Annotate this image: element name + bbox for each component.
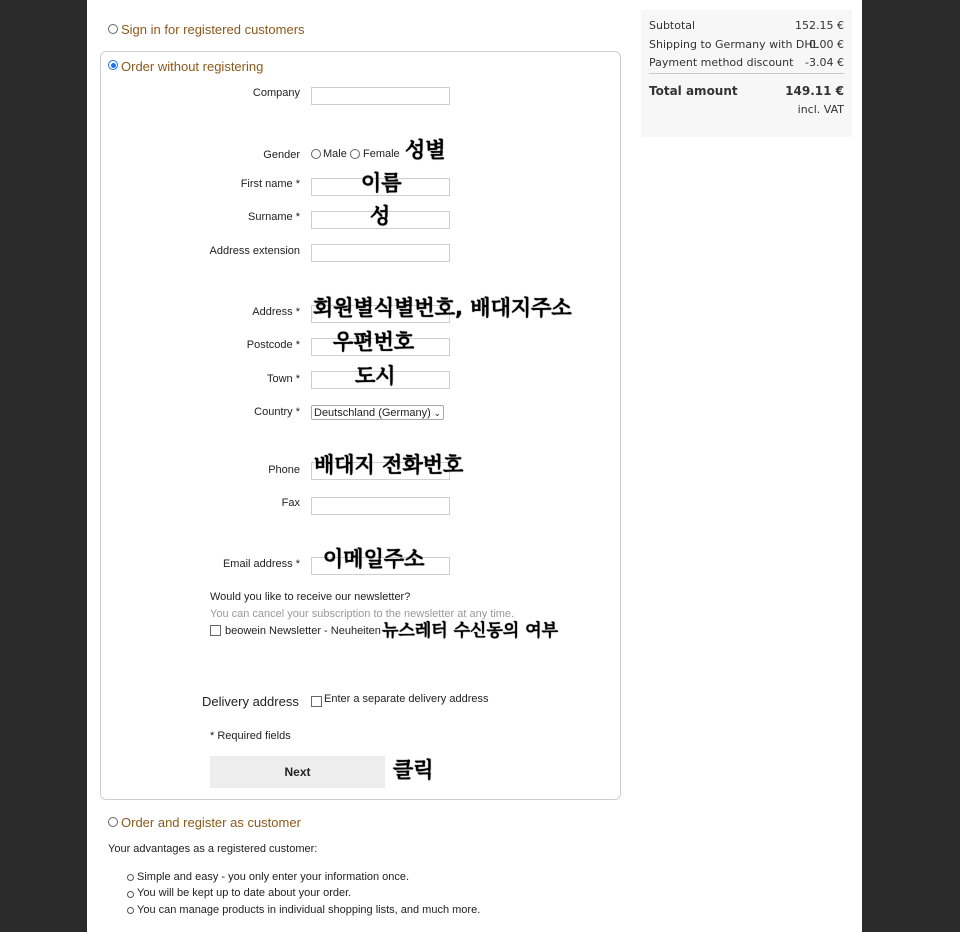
address-extension-label: Address extension <box>209 245 300 257</box>
company-input[interactable] <box>311 87 450 105</box>
advantages-title: Your advantages as a registered customer: <box>108 843 318 855</box>
discount-row <box>649 56 844 69</box>
order-summary <box>641 10 852 137</box>
gender-label: Gender <box>263 149 300 161</box>
guest-label[interactable]: Order without registering <box>121 59 264 74</box>
annotation-first-name: 이름 <box>361 171 402 195</box>
address-label: Address * <box>252 306 300 318</box>
newsletter-question: Would you like to receive our newsletter? <box>210 591 411 603</box>
postcode-label: Postcode * <box>246 339 300 351</box>
annotation-phone: 배대지 전화번호 <box>314 453 464 477</box>
advantage-item: You can manage products in individual shopping lists, and much more. <box>137 904 481 916</box>
newsletter-note: You can cancel your subscription to the newsletter at any time. <box>210 608 515 620</box>
fax-label: Fax <box>281 497 300 509</box>
annotation-postcode: 우편번호 <box>333 330 415 354</box>
phone-label: Phone <box>268 464 300 476</box>
required-fields-note: * Required fields <box>210 730 291 742</box>
discount-value: -3.04 € <box>805 56 844 69</box>
annotation-newsletter: 뉴스레터 수신동의 여부 <box>382 621 559 641</box>
email-label: Email address * <box>222 558 300 570</box>
country-select[interactable] <box>311 405 444 420</box>
advantage-item: You will be kept up to date about your order. <box>137 887 352 899</box>
first-name-label: First name * <box>240 178 300 190</box>
separate-delivery-checkbox[interactable] <box>311 696 322 707</box>
total-label: Total amount <box>649 84 738 98</box>
delivery-address-label: Delivery address <box>202 694 299 709</box>
annotation-address: 회원별식별번호, 배대지주소 <box>313 296 572 320</box>
bullet-icon <box>127 874 134 881</box>
annotation-email: 이메일주소 <box>323 547 425 571</box>
guest-radio[interactable] <box>108 60 118 70</box>
newsletter-option-label: beowein Newsletter - Neuheiten <box>225 625 381 637</box>
bullet-icon <box>127 907 134 914</box>
company-label: Company <box>252 87 300 99</box>
gender-male-label: Male <box>323 148 347 160</box>
register-label[interactable]: Order and register as customer <box>121 815 301 830</box>
chevron-down-icon: ⌄ <box>433 408 441 418</box>
subtotal-label: Subtotal <box>649 19 696 32</box>
signin-label[interactable]: Sign in for registered customers <box>121 22 305 37</box>
separate-delivery-label: Enter a separate delivery address <box>324 693 489 705</box>
town-label: Town * <box>266 373 300 385</box>
newsletter-checkbox[interactable] <box>210 625 221 636</box>
country-label: Country * <box>254 406 300 418</box>
checkout-page <box>87 0 862 932</box>
summary-divider <box>649 73 844 74</box>
annotation-town: 도시 <box>355 364 396 388</box>
gender-female-radio[interactable] <box>350 149 360 159</box>
shipping-row <box>649 38 844 51</box>
guest-order-panel <box>100 51 621 800</box>
surname-label: Surname * <box>248 211 300 223</box>
vat-note: incl. VAT <box>797 103 844 116</box>
shipping-label: Shipping to Germany with DHL <box>649 38 819 51</box>
advantage-item: Simple and easy - you only enter your information once. <box>137 871 410 883</box>
subtotal-row <box>649 19 844 32</box>
annotation-surname: 성 <box>370 204 391 228</box>
address-extension-input[interactable] <box>311 244 450 262</box>
subtotal-value: 152.15 € <box>795 19 844 32</box>
register-radio[interactable] <box>108 817 118 827</box>
shipping-value: 0.00 € <box>809 38 844 51</box>
total-row <box>649 84 844 98</box>
bullet-icon <box>127 891 134 898</box>
fax-input[interactable] <box>311 497 450 515</box>
gender-male-radio[interactable] <box>311 149 321 159</box>
total-value: 149.11 € <box>785 84 844 98</box>
annotation-gender: 성별 <box>405 138 446 162</box>
gender-female-label: Female <box>363 148 400 160</box>
next-button[interactable]: Next <box>210 756 385 788</box>
country-select-value: Deutschland (Germany) <box>314 407 431 419</box>
discount-label: Payment method discount <box>649 56 794 69</box>
annotation-next: 클릭 <box>393 758 434 782</box>
signin-radio[interactable] <box>108 24 118 34</box>
